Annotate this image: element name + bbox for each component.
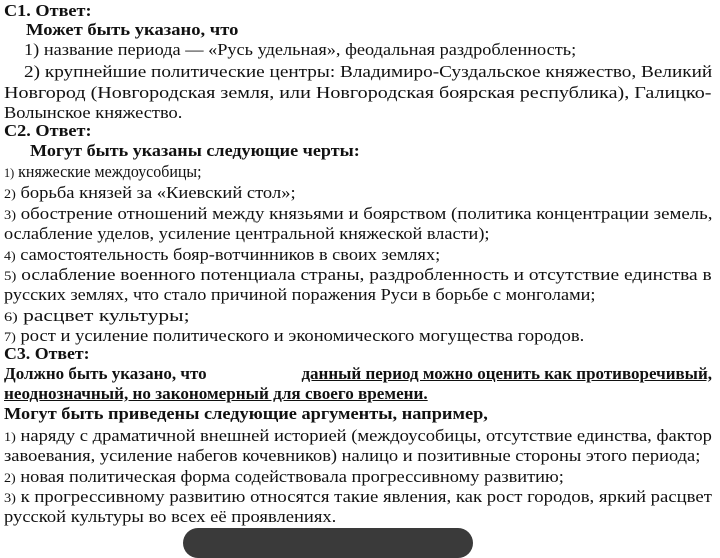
c1-point-2-cont: Волынское княжество. xyxy=(4,103,183,122)
c2-heading: С2. Ответ: xyxy=(4,121,92,140)
c3-argument-1-cont: завоевания, усиление набегов кочевников) налицо и позитивные стороны этого периода; xyxy=(4,446,701,465)
c3-argument-2: 2) новая политическая форма содействовала прогрессивному развитию; xyxy=(4,467,564,486)
c1-intro: Может быть указано, что xyxy=(26,20,239,39)
c1-point-2-cont: Новгород (Новгородская земля, или Новгородская боярская республика), Галицко- xyxy=(4,83,712,102)
c3-argument-3: 3) к прогрессивному развитию относятся такие явления, как рост городов, яркий расцвет xyxy=(4,487,712,506)
c3-arguments-intro: Могут быть приведены следующие аргументы, например, xyxy=(4,404,488,423)
c1-point-2: 2) крупнейшие политические центры: Владимиро-Суздальское княжество, Великий xyxy=(24,62,713,81)
c2-item-1: 1) княжеские междоусобицы; xyxy=(4,162,202,181)
c3-statement: Должно быть указано, что данный период можно оценить как противоречивый, xyxy=(4,364,712,383)
overlay-control-bar[interactable] xyxy=(183,528,473,558)
c3-statement-cont: неоднозначный, но закономерный для своего времени. xyxy=(4,384,428,403)
c2-item-4: 4) самостоятельность бояр-вотчинников в своих землях; xyxy=(4,245,441,264)
c2-item-2: 2) борьба князей за «Киевский стол»; xyxy=(4,183,296,202)
c1-heading: С1. Ответ: xyxy=(4,1,92,20)
c1-point-1: 1) название периода — «Русь удельная», феодальная раздробленность; xyxy=(24,40,577,59)
c3-heading: С3. Ответ: xyxy=(4,344,90,363)
c2-item-7: 7) рост и усиление политического и экономического могущества городов. xyxy=(4,326,585,345)
c3-argument-1: 1) наряду с драматичной внешней историей (междоусобицы, отсутствие единства, фактор xyxy=(4,426,712,445)
c2-item-6: 6) расцвет культуры; xyxy=(4,306,190,325)
c2-item-3: 3) обострение отношений между князьями и боярством (политика концентрации земель, xyxy=(4,204,713,223)
c2-item-3-cont: ослабление уделов, усиление центральной княжеской власти); xyxy=(4,224,490,243)
c2-item-5-cont: русских землях, что стало причиной поражения Руси в борьбе с монголами; xyxy=(4,285,596,304)
c3-argument-3-cont: русской культуры во всех её проявлениях. xyxy=(4,507,337,526)
c2-intro: Могут быть указаны следующие черты: xyxy=(30,141,360,160)
c2-item-5: 5) ослабление военного потенциала страны, раздробленность и отсутствие единства в xyxy=(4,265,712,284)
